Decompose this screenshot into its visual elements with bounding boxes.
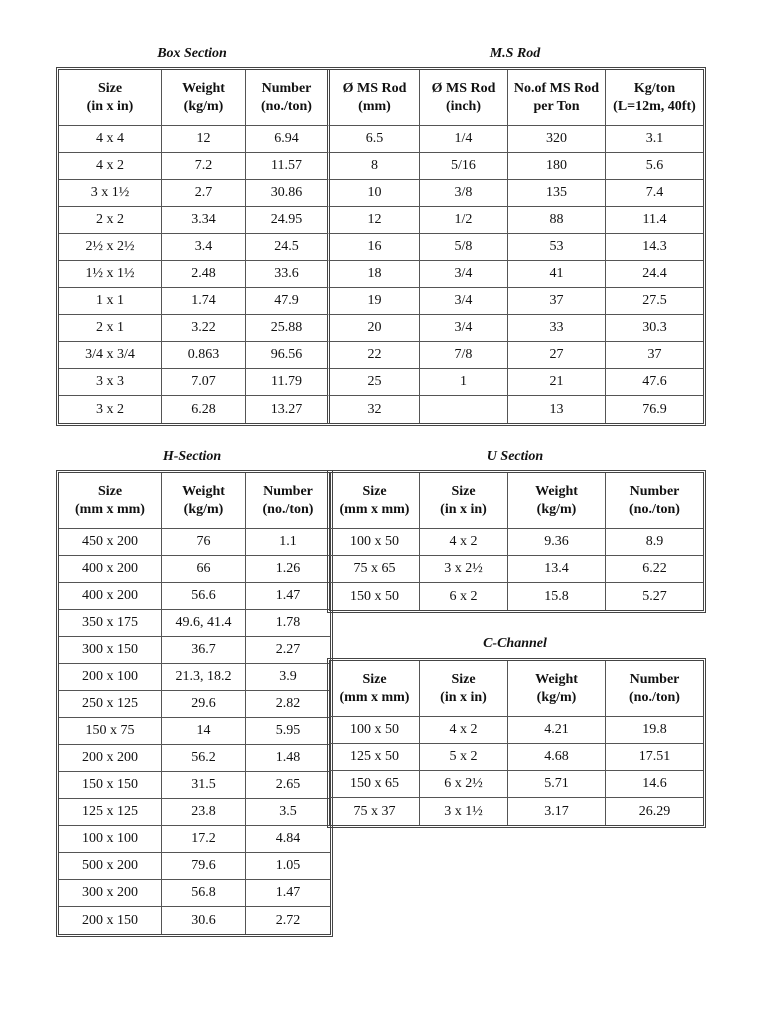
table-cell: 21.3, 18.2 <box>162 664 246 691</box>
table-cell: 180 <box>508 153 606 180</box>
h-header-number: Number (no./ton) <box>246 473 330 529</box>
table-cell: 1.48 <box>246 745 330 772</box>
table-cell: 8.9 <box>606 529 703 556</box>
u-header-size-in: Size (in x in) <box>420 473 508 529</box>
table-cell: 135 <box>508 180 606 207</box>
table-cell: 1.47 <box>246 880 330 907</box>
table-cell: 5/16 <box>420 153 508 180</box>
table-row <box>330 556 703 583</box>
table-row <box>59 880 330 907</box>
table-cell: 13.4 <box>508 556 606 583</box>
table-cell: 14 <box>162 718 246 745</box>
box-header-size: Size (in x in) <box>59 70 162 126</box>
table-cell: 3.1 <box>606 126 703 153</box>
table-cell: 66 <box>162 556 246 583</box>
table-cell: 12 <box>162 126 246 153</box>
table-cell: 3/4 x 3/4 <box>59 342 162 369</box>
table-cell: 350 x 175 <box>59 610 162 637</box>
table-cell: 30.3 <box>606 315 703 342</box>
table-row <box>59 234 703 261</box>
table-cell: 37 <box>508 288 606 315</box>
table-cell: 79.6 <box>162 853 246 880</box>
table-cell: 1.05 <box>246 853 330 880</box>
table-cell: 1 <box>420 369 508 396</box>
table-cell: 300 x 200 <box>59 880 162 907</box>
table-cell: 0.863 <box>162 342 246 369</box>
c-channel-table <box>327 658 706 828</box>
table-cell: 7.4 <box>606 180 703 207</box>
table-cell: 37 <box>606 342 703 369</box>
box-header-number: Number (no./ton) <box>246 70 330 126</box>
table-cell: 100 x 50 <box>330 529 420 556</box>
table-cell: 400 x 200 <box>59 583 162 610</box>
table-cell: 2 x 1 <box>59 315 162 342</box>
u-header-number: Number (no./ton) <box>606 473 703 529</box>
table-cell: 300 x 150 <box>59 637 162 664</box>
table-cell: 3/4 <box>420 288 508 315</box>
table-cell: 2 x 2 <box>59 207 162 234</box>
table-cell: 76 <box>162 529 246 556</box>
table-cell: 3.4 <box>162 234 246 261</box>
table-cell: 6.28 <box>162 396 246 423</box>
table-cell: 2.65 <box>246 772 330 799</box>
table-cell: 125 x 50 <box>330 744 420 771</box>
table-row <box>59 207 703 234</box>
table-row <box>59 369 703 396</box>
table-cell: 41 <box>508 261 606 288</box>
table-cell: 5.27 <box>642 588 667 604</box>
table-cell: 320 <box>508 126 606 153</box>
c-channel-title: C-Channel <box>483 636 547 651</box>
table-cell: 1/4 <box>420 126 508 153</box>
c-header-weight: Weight (kg/m) <box>508 661 606 717</box>
table-cell: 1.74 <box>162 288 246 315</box>
table-row <box>59 342 703 369</box>
table-row <box>59 610 330 637</box>
table-cell: 150 x 150 <box>59 772 162 799</box>
table-cell: 8 <box>330 153 420 180</box>
table-row <box>59 153 703 180</box>
table-cell: 24.4 <box>606 261 703 288</box>
table-cell: 1.26 <box>246 556 330 583</box>
table-cell: 4 x 2 <box>420 529 508 556</box>
table-cell: 33 <box>508 315 606 342</box>
table-cell: 7.07 <box>162 369 246 396</box>
table-cell: 125 x 125 <box>59 799 162 826</box>
table-cell: 56.2 <box>162 745 246 772</box>
header-row <box>59 473 330 529</box>
table-cell: 13.27 <box>246 396 330 423</box>
box-header-weight: Weight (kg/m) <box>162 70 246 126</box>
table-cell <box>420 396 508 423</box>
table-cell: 9.36 <box>508 529 606 556</box>
table-row <box>59 396 703 423</box>
table-cell: 19.8 <box>606 717 703 744</box>
table-cell: 96.56 <box>246 342 330 369</box>
table-cell: 200 x 100 <box>59 664 162 691</box>
table-cell: 24.95 <box>246 207 330 234</box>
table-cell: 21 <box>508 369 606 396</box>
table-cell: 30.6 <box>162 907 246 934</box>
table-cell: 18 <box>330 261 420 288</box>
table-row <box>59 315 703 342</box>
table-row <box>330 583 703 610</box>
u-header-size-mm: Size (mm x mm) <box>330 473 420 529</box>
table-row <box>330 529 703 556</box>
table-cell: 36.7 <box>162 637 246 664</box>
table-cell: 4.68 <box>508 744 606 771</box>
table-cell: 7/8 <box>420 342 508 369</box>
table-cell: 3 x 2½ <box>420 556 508 583</box>
rod-header-mm: Ø MS Rod (mm) <box>330 70 420 126</box>
table-cell: 3.9 <box>246 664 330 691</box>
rod-header-per-ton: No.of MS Rod per Ton <box>508 70 606 126</box>
table-cell: 200 x 150 <box>59 907 162 934</box>
table-cell: 1 x 1 <box>59 288 162 315</box>
table-cell: 1½ x 1½ <box>59 261 162 288</box>
table-row <box>59 583 330 610</box>
table-row <box>59 853 330 880</box>
table-cell: 4 x 2 <box>420 717 508 744</box>
table-cell: 7.2 <box>162 153 246 180</box>
table-cell: 3/8 <box>420 180 508 207</box>
table-cell: 100 x 100 <box>59 826 162 853</box>
table-cell: 47.6 <box>606 369 703 396</box>
table-cell: 2.82 <box>246 691 330 718</box>
table-cell: 3 x 3 <box>59 369 162 396</box>
table-row <box>59 691 330 718</box>
rod-header-inch: Ø MS Rod (inch) <box>420 70 508 126</box>
table-row <box>59 126 703 153</box>
table-row <box>59 772 330 799</box>
table-row <box>59 180 703 207</box>
rod-header-kg-ton: Kg/ton (L=12m, 40ft) <box>606 70 703 126</box>
table-cell: 3.17 <box>508 798 606 825</box>
table-cell: 3/4 <box>420 315 508 342</box>
table-row <box>330 744 703 771</box>
table-cell: 1/2 <box>420 207 508 234</box>
table-cell: 88 <box>508 207 606 234</box>
table-cell: 4.21 <box>508 717 606 744</box>
table-cell: 14.6 <box>606 771 703 798</box>
table-row <box>59 637 330 664</box>
table-cell: 100 x 50 <box>330 717 420 744</box>
table-cell: 4.84 <box>246 826 330 853</box>
table-cell: 27.5 <box>606 288 703 315</box>
table-cell: 11.4 <box>606 207 703 234</box>
table-cell: 27 <box>508 342 606 369</box>
table-row <box>59 664 330 691</box>
header-row <box>330 473 703 529</box>
table-cell: 56.6 <box>162 583 246 610</box>
table-row <box>59 907 330 934</box>
ms-rod-title: M.S Rod <box>489 46 541 61</box>
table-cell: 16 <box>330 234 420 261</box>
c-header-size-mm: Size (mm x mm) <box>330 661 420 717</box>
table-cell: 33.6 <box>246 261 330 288</box>
table-cell: 250 x 125 <box>59 691 162 718</box>
table-cell: 2½ x 2½ <box>59 234 162 261</box>
table-row <box>59 556 330 583</box>
h-section-table <box>56 470 333 937</box>
table-cell: 32 <box>330 396 420 423</box>
table-cell: 1.1 <box>246 529 330 556</box>
table-cell: 5.95 <box>246 718 330 745</box>
table-cell: 200 x 200 <box>59 745 162 772</box>
c-header-size-in: Size (in x in) <box>420 661 508 717</box>
table-cell: 3 x 2 <box>59 396 162 423</box>
table-cell: 23.8 <box>162 799 246 826</box>
table-cell: 450 x 200 <box>59 529 162 556</box>
box-section-ms-rod-table <box>56 67 706 426</box>
header-row <box>59 70 703 126</box>
table-cell: 5.71 <box>508 771 606 798</box>
table-cell: 3.34 <box>162 207 246 234</box>
table-cell: 19 <box>330 288 420 315</box>
table-cell: 150 x 75 <box>59 718 162 745</box>
table-cell: 53 <box>508 234 606 261</box>
table-row <box>59 826 330 853</box>
table-cell: 11.79 <box>246 369 330 396</box>
table-row <box>330 717 703 744</box>
table-cell: 25.88 <box>246 315 330 342</box>
table-row <box>59 799 330 826</box>
table-cell: 3 x 1½ <box>420 798 508 825</box>
table-cell: 17.51 <box>606 744 703 771</box>
table-cell: 47.9 <box>246 288 330 315</box>
table-cell: 5.6 <box>606 153 703 180</box>
table-row <box>59 745 330 772</box>
table-cell: 3 x 1½ <box>59 180 162 207</box>
h-header-size: Size (mm x mm) <box>59 473 162 529</box>
table-cell: 5 x 2 <box>420 744 508 771</box>
u-section-table <box>327 470 706 613</box>
table-cell: 24.5 <box>246 234 330 261</box>
table-cell: 6.5 <box>330 126 420 153</box>
table-row <box>59 718 330 745</box>
table-row <box>59 529 330 556</box>
table-cell: 5/8 <box>420 234 508 261</box>
table-cell: 13 <box>508 396 606 423</box>
table-cell: 6 x 2 <box>420 583 508 610</box>
table-cell: 31.5 <box>162 772 246 799</box>
table-row <box>330 771 703 798</box>
table-row <box>330 798 703 825</box>
table-cell: 15.8 <box>508 583 606 610</box>
table-cell: 2.72 <box>275 912 301 928</box>
table-cell: 4 x 4 <box>59 126 162 153</box>
table-cell: 500 x 200 <box>59 853 162 880</box>
table-cell: 56.8 <box>162 880 246 907</box>
table-cell: 29.6 <box>162 691 246 718</box>
u-header-weight: Weight (kg/m) <box>508 473 606 529</box>
table-cell: 3.5 <box>246 799 330 826</box>
table-cell: 76.9 <box>642 401 667 417</box>
h-section-title: H-Section <box>162 449 222 464</box>
c-header-number: Number (no./ton) <box>606 661 703 717</box>
table-cell: 75 x 65 <box>330 556 420 583</box>
table-cell: 30.86 <box>246 180 330 207</box>
table-cell: 20 <box>330 315 420 342</box>
table-cell: 2.48 <box>162 261 246 288</box>
table-cell: 1.47 <box>246 583 330 610</box>
table-cell: 150 x 50 <box>330 583 420 610</box>
table-cell: 6 x 2½ <box>420 771 508 798</box>
table-cell: 26.29 <box>638 803 671 819</box>
table-cell: 4 x 2 <box>59 153 162 180</box>
table-row <box>59 261 703 288</box>
header-row <box>330 661 703 717</box>
table-cell: 49.6, 41.4 <box>162 610 246 637</box>
table-cell: 22 <box>330 342 420 369</box>
table-cell: 150 x 65 <box>330 771 420 798</box>
table-cell: 17.2 <box>162 826 246 853</box>
u-section-title: U Section <box>486 449 544 464</box>
table-cell: 3/4 <box>420 261 508 288</box>
box-section-title: Box Section <box>157 46 227 61</box>
table-cell: 75 x 37 <box>330 798 420 825</box>
table-cell: 1.78 <box>246 610 330 637</box>
table-cell: 2.7 <box>162 180 246 207</box>
table-cell: 2.27 <box>246 637 330 664</box>
table-cell: 14.3 <box>606 234 703 261</box>
table-cell: 3.22 <box>162 315 246 342</box>
table-cell: 25 <box>330 369 420 396</box>
table-cell: 6.94 <box>246 126 330 153</box>
h-header-weight: Weight (kg/m) <box>162 473 246 529</box>
table-cell: 6.22 <box>606 556 703 583</box>
table-cell: 400 x 200 <box>59 556 162 583</box>
table-cell: 10 <box>330 180 420 207</box>
table-cell: 12 <box>330 207 420 234</box>
table-row <box>59 288 703 315</box>
table-cell: 11.57 <box>246 153 330 180</box>
